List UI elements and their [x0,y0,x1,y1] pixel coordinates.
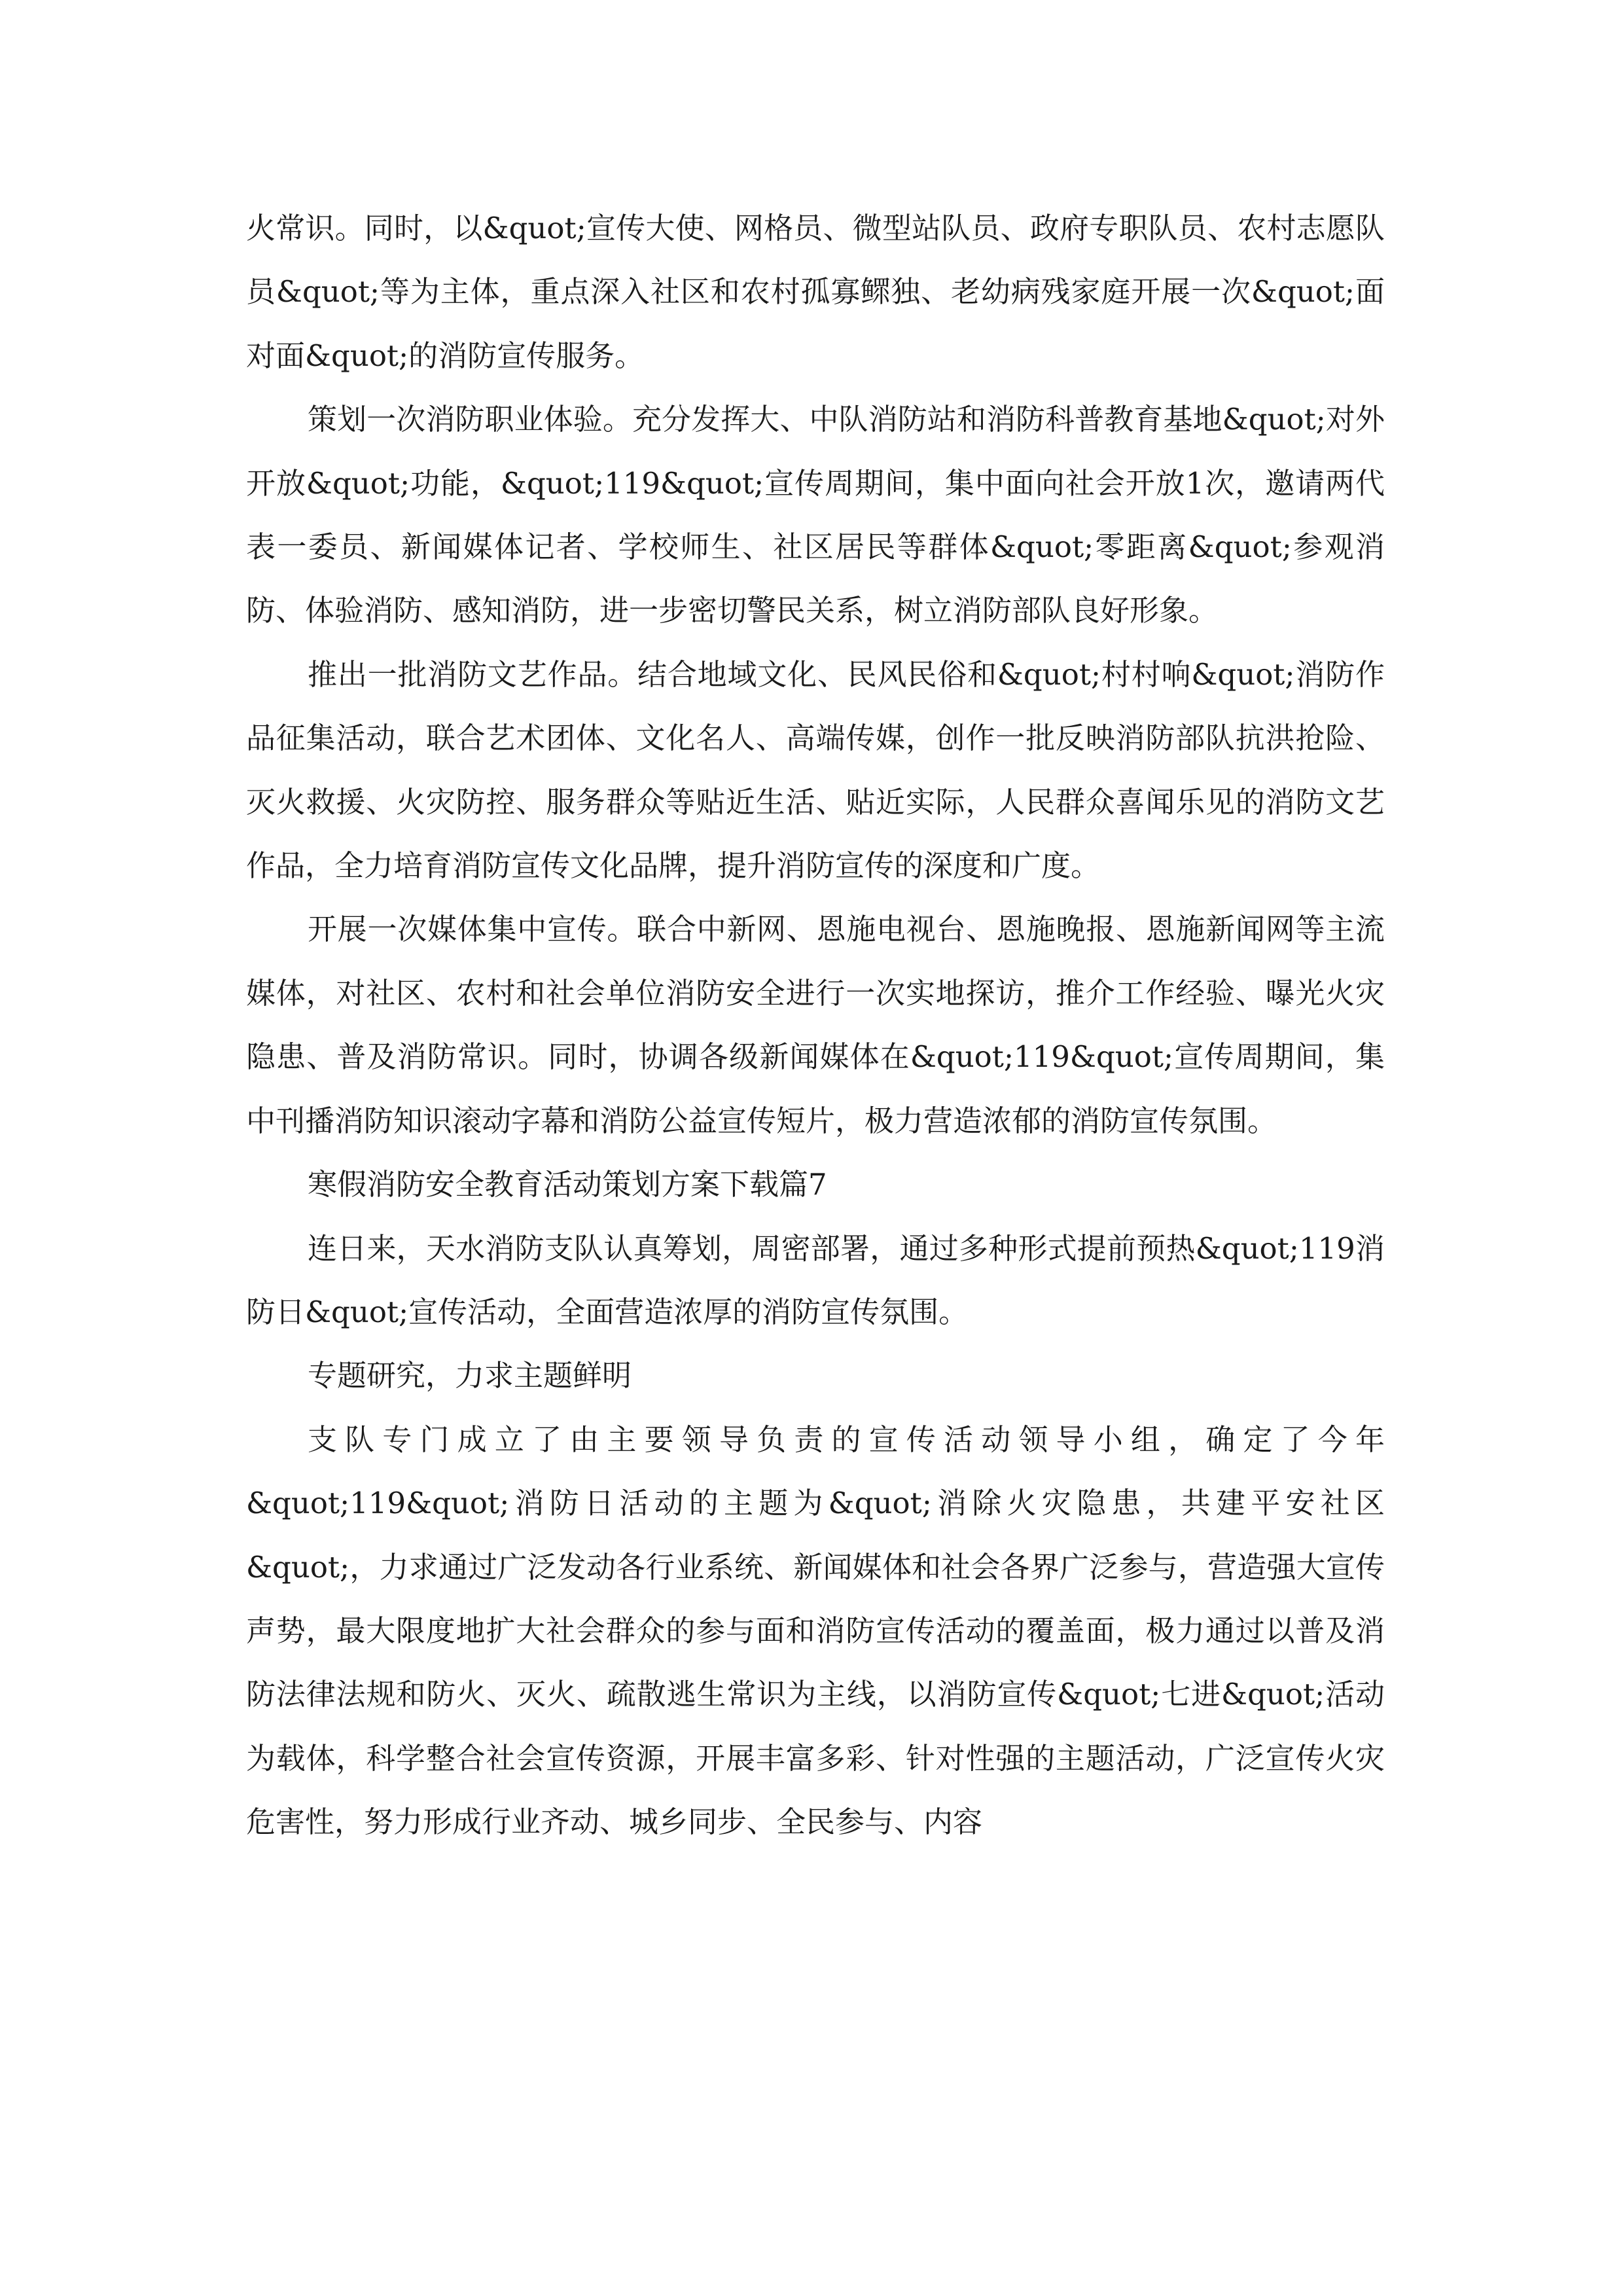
paragraph-continuation: 火常识。同时，以&quot;宣传大使、网格员、微型站队员、政府专职队员、农村志愿队员&quot;等为主体，重点深入社区和农村孤寡鳏独、老幼病残家庭开展一次&quot;面对面&quot;的消防宣传服务。 [246,211,1385,373]
paragraph-career-experience: 策划一次消防职业体验。充分发挥大、中队消防站和消防科普教育基地&quot;对外开放&quot;功能，&quot;119&quot;宣传周期间，集中面向社会开放1次，邀请两代表一委员、新闻媒体记者、学校师生、社区居民等群体&quot;零距离&quot;参观消防、体验消防、感知消防，进一步密切警民关系，树立消防部队良好形象。 [246,402,1385,628]
paragraph-media-campaign: 开展一次媒体集中宣传。联合中新网、恩施电视台、恩施晚报、恩施新闻网等主流媒体，对社区、农村和社会单位消防安全进行一次实地探访，推介工作经验、曝光火灾隐患、普及消防常识。同时，协调各级新闻媒体在&quot;119&quot;宣传周期间，集中刊播消防知识滚动字幕和消防公益宣传短片，极力营造浓郁的消防宣传氛围。 [246,912,1385,1138]
paragraph-leadership-group: 支队专门成立了由主要领导负责的宣传活动领导小组，确定了今年&quot;119&quot;消防日活动的主题为&quot;消除火灾隐患，共建平安社区&quot;，力求通过广泛发动各行业系统、新闻媒体和社会各界广泛参与，营造强大宣传声势，最大限度地扩大社会群众的参与面和消防宣传活动的覆盖面，极力通过以普及消防法律法规和防火、灭火、疏散逃生常识为主线，以消防宣传&quot;七进&quot;活动为载体，科学整合社会宣传资源，开展丰富多彩、针对性强的主题活动，广泛宣传火灾危害性，努力形成行业齐动、城乡同步、全民参与、内容 [246,1422,1385,1840]
paragraph-intro: 连日来，天水消防支队认真筹划，周密部署，通过多种形式提前预热&quot;119消防日&quot;宣传活动，全面营造浓厚的消防宣传氛围。 [246,1230,1385,1329]
subheading: 专题研究，力求主题鲜明 [308,1358,632,1393]
document-body [246,196,1385,1854]
section-title: 寒假消防安全教育活动策划方案下载篇7 [308,1167,827,1202]
paragraph-art-works: 推出一批消防文艺作品。结合地域文化、民风民俗和&quot;村村响&quot;消防作品征集活动，联合艺术团体、文化名人、高端传媒，创作一批反映消防部队抗洪抢险、灭火救援、火灾防控、服务群众等贴近生活、贴近实际，人民群众喜闻乐见的消防文艺作品，全力培育消防宣传文化品牌，提升消防宣传的深度和广度。 [246,656,1385,884]
